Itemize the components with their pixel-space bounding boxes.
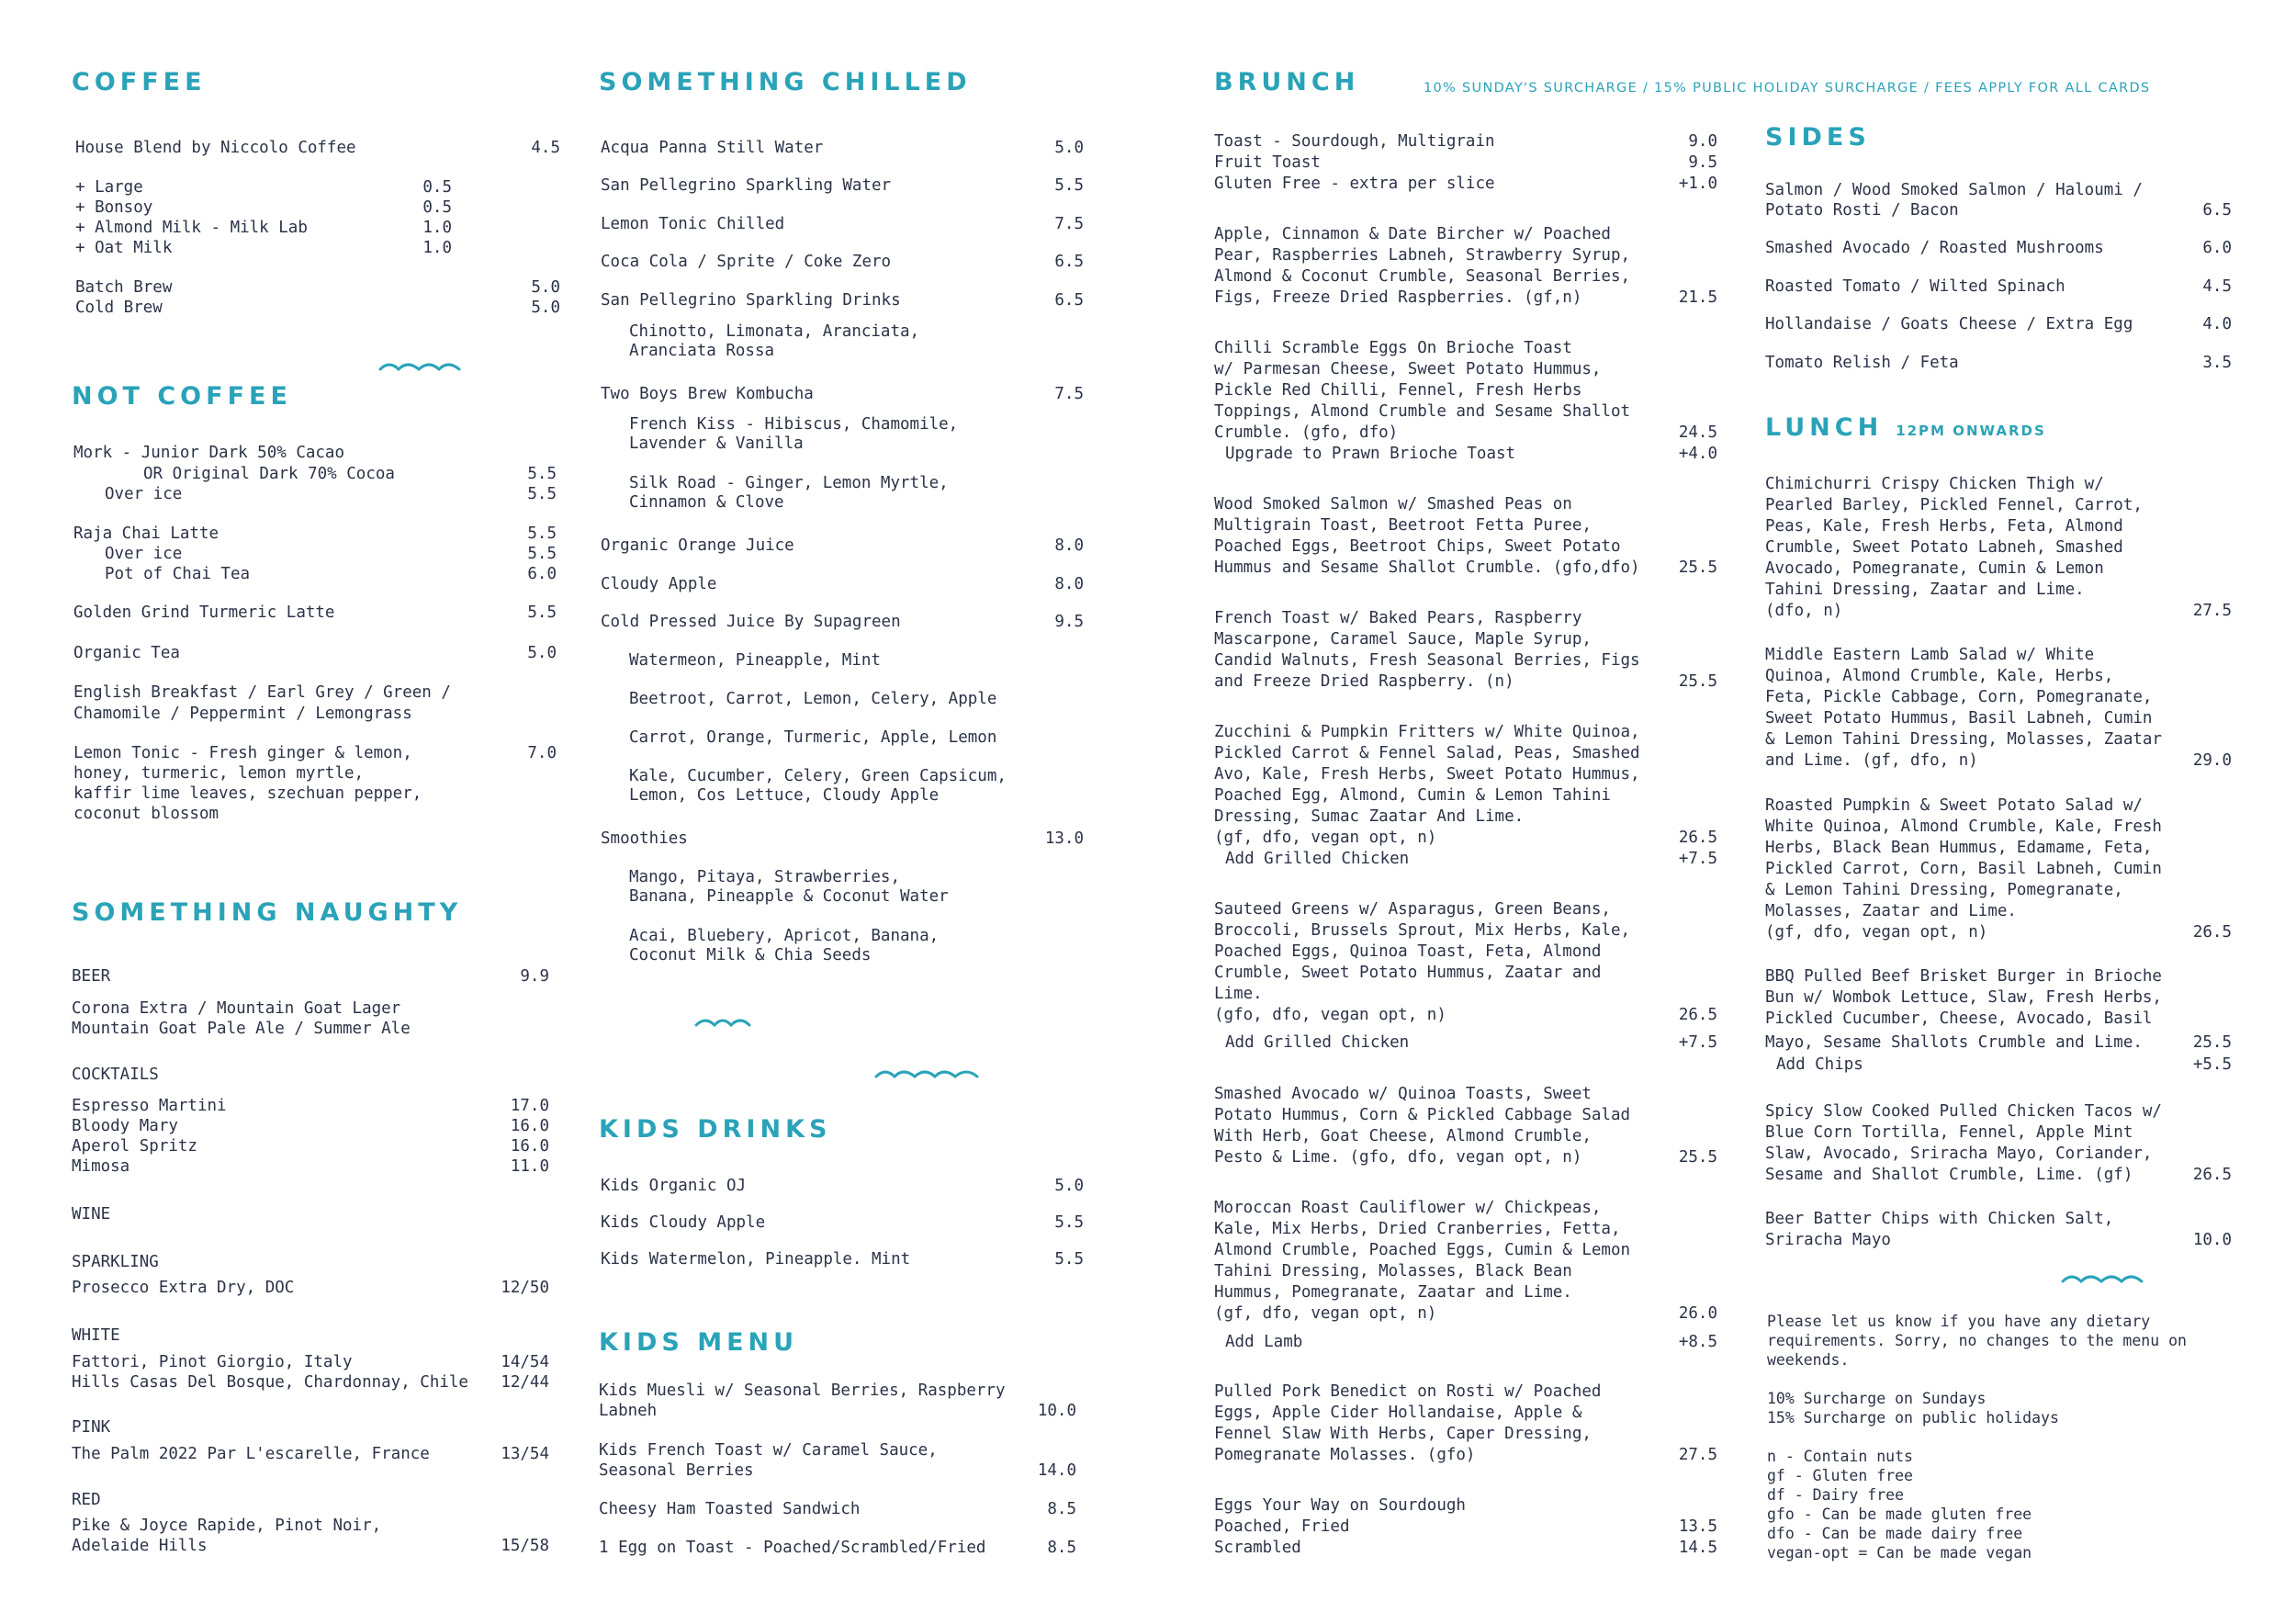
menu-item: Two Boys Brew Kombucha 7.5 — [601, 385, 1084, 403]
section-label: WINE — [72, 1205, 111, 1224]
something-naughty-heading: SOMETHING NAUGHTY — [72, 898, 463, 927]
menu-item-line: Chamomile / Peppermint / Lemongrass — [73, 705, 412, 723]
menu-item-line: Sauteed Greens w/ Asparagus, Green Beans, — [1214, 900, 1611, 919]
menu-item-line: Herbs, Black Bean Hummus, Edamame, Feta, — [1765, 839, 2153, 857]
menu-item-line: Dressing, Sumac Zaatar And Lime. — [1214, 807, 1525, 826]
section-label: WHITE — [72, 1326, 120, 1345]
addon-item: + Large 0.5 — [75, 178, 452, 197]
menu-item-line: With Herb, Goat Cheese, Almond Crumble, — [1214, 1127, 1592, 1145]
menu-item: Lemon Tonic Chilled 7.5 — [601, 215, 1084, 233]
menu-item-line: Zucchini & Pumpkin Fritters w/ White Quinoa, — [1214, 723, 1640, 741]
menu-item: Tomato Relish / Feta 3.5 — [1765, 354, 2232, 372]
menu-item: Hollandaise / Goats Cheese / Extra Egg 4.0 — [1765, 315, 2232, 333]
menu-item-line: Poached Eggs, Beetroot Chips, Sweet Potato — [1214, 537, 1621, 556]
menu-item-line: coconut blossom — [73, 805, 219, 823]
menu-item-line: Spicy Slow Cooked Pulled Chicken Tacos w/ — [1765, 1102, 2162, 1121]
menu-item-line: Aranciata Rossa — [629, 342, 775, 360]
menu-item: Pesto & Lime. (gfo, dfo, vegan opt, n) 25.5 — [1214, 1148, 1717, 1167]
menu-item-line: Apple, Cinnamon & Date Bircher w/ Poached — [1214, 225, 1611, 243]
menu-item-line: Kale, Cucumber, Celery, Green Capsicum, — [629, 767, 1007, 785]
menu-item: Seasonal Berries 14.0 — [599, 1461, 1076, 1480]
menu-item-line: Pike & Joyce Rapide, Pinot Noir, — [72, 1517, 382, 1535]
legend-line: gfo - Can be made gluten free — [1767, 1506, 2032, 1523]
menu-item-line: Peas, Kale, Fresh Herbs, Feta, Almond — [1765, 517, 2123, 536]
menu-item-line: Banana, Pineapple & Coconut Water — [629, 887, 949, 906]
menu-item-line: Mork - Junior Dark 50% Cacao — [73, 444, 345, 462]
addon-item: Upgrade to Prawn Brioche Toast +4.0 — [1225, 445, 1717, 463]
dietary-note-line: requirements. Sorry, no changes to the menu on — [1767, 1332, 2187, 1349]
menu-item: Labneh 10.0 — [599, 1402, 1076, 1420]
menu-item: Batch Brew 5.0 — [75, 278, 560, 297]
menu-item-line: Sweet Potato Hummus, Basil Labneh, Cumin — [1765, 709, 2153, 727]
menu-item-line: Moroccan Roast Cauliflower w/ Chickpeas, — [1214, 1199, 1602, 1217]
menu-item-line: Smashed Avocado w/ Quinoa Toasts, Sweet — [1214, 1085, 1592, 1103]
menu-item: Raja Chai Latte 5.5 — [73, 524, 557, 543]
menu-item: Aperol Spritz 16.0 — [72, 1137, 549, 1156]
menu-item-line: BBQ Pulled Beef Brisket Burger in Brioche — [1765, 967, 2162, 986]
addon-item: Add Chips +5.5 — [1776, 1055, 2232, 1074]
menu-item-line: Silk Road - Ginger, Lemon Myrtle, — [629, 474, 949, 492]
addon-item: + Almond Milk - Milk Lab 1.0 — [75, 219, 452, 237]
section-label: COCKTAILS — [72, 1066, 159, 1084]
menu-item-line: Pearled Barley, Pickled Fennel, Carrot, — [1765, 496, 2143, 514]
menu-item: House Blend by Niccolo Coffee 4.5 — [75, 139, 560, 157]
menu-item: Toast - Sourdough, Multigrain 9.0 — [1214, 132, 1717, 151]
menu-item-line: Pickled Carrot, Corn, Basil Labneh, Cumin — [1765, 860, 2162, 878]
menu-item-line: Avocado, Pomegranate, Cumin & Lemon — [1765, 559, 2104, 578]
menu-item-line: Hummus, Pomegranate, Zaatar and Lime. — [1214, 1283, 1572, 1302]
surcharge-note-line: 15% Surcharge on public holidays — [1767, 1409, 2059, 1427]
menu-item: Pomegranate Molasses. (gfo) 27.5 — [1214, 1446, 1717, 1464]
menu-item-line: Kids French Toast w/ Caramel Sauce, — [599, 1441, 938, 1460]
menu-item-line: French Toast w/ Baked Pears, Raspberry — [1214, 609, 1582, 627]
menu-item: Adelaide Hills 15/58 — [72, 1537, 549, 1555]
legend-line: gf - Gluten free — [1767, 1467, 1913, 1484]
menu-item: Espresso Martini 17.0 — [72, 1097, 549, 1115]
brunch-heading: BRUNCH — [1214, 68, 1360, 96]
menu-item: Mimosa 11.0 — [72, 1157, 549, 1176]
menu-item-line: Mango, Pitaya, Strawberries, — [629, 868, 901, 886]
dietary-note-line: Please let us know if you have any dietary — [1767, 1313, 2151, 1330]
dietary-note-line: weekends. — [1767, 1351, 1850, 1369]
menu-item-line: w/ Parmesan Cheese, Sweet Potato Hummus, — [1214, 360, 1602, 378]
menu-item: Organic Orange Juice 8.0 — [601, 536, 1084, 555]
menu-item-line: Lemon, Cos Lettuce, Cloudy Apple — [629, 786, 940, 805]
addon-item: Add Grilled Chicken +7.5 — [1225, 1033, 1717, 1052]
menu-item-line: Salmon / Wood Smoked Salmon / Haloumi / — [1765, 181, 2143, 199]
menu-item: OR Original Dark 70% Cocoa 5.5 — [143, 465, 557, 483]
menu-item-line: Kale, Mix Herbs, Dried Cranberries, Fetta, — [1214, 1220, 1621, 1238]
menu-item-line: Pickle Red Chilli, Fennel, Fresh Herbs — [1214, 381, 1582, 400]
menu-item: Bloody Mary 16.0 — [72, 1117, 549, 1135]
menu-item: The Palm 2022 Par L'escarelle, France 13/54 — [72, 1445, 549, 1463]
menu-item-line: Mountain Goat Pale Ale / Summer Ale — [72, 1020, 411, 1038]
legend-line: df - Dairy free — [1767, 1486, 1905, 1504]
menu-item: Coca Cola / Sprite / Coke Zero 6.5 — [601, 253, 1084, 271]
menu-item: Over ice 5.5 — [105, 485, 557, 503]
menu-item: Mayo, Sesame Shallots Crumble and Lime. 25.5 — [1765, 1033, 2232, 1052]
addon-item: + Bonsoy 0.5 — [75, 198, 452, 217]
menu-item: Smoothies 13.0 — [601, 829, 1084, 848]
menu-item-line: Acai, Bluebery, Apricot, Banana, — [629, 927, 940, 945]
menu-item: Kids Organic OJ 5.0 — [601, 1177, 1084, 1195]
menu-item-line: Slaw, Avocado, Sriracha Mayo, Coriander, — [1765, 1145, 2153, 1163]
menu-item: Golden Grind Turmeric Latte 5.5 — [73, 603, 557, 622]
menu-item-line: Poached Egg, Almond, Cumin & Lemon Tahini — [1214, 786, 1611, 805]
menu-item: Gluten Free - extra per slice +1.0 — [1214, 175, 1717, 193]
menu-item: Scrambled 14.5 — [1214, 1539, 1717, 1557]
addon-item: Add Grilled Chicken +7.5 — [1225, 850, 1717, 868]
menu-item-line: Chinotto, Limonata, Aranciata, — [629, 322, 920, 341]
menu-item-line: Poached Eggs, Quinoa Toast, Feta, Almond — [1214, 942, 1602, 961]
menu-item-line: Tahini Dressing, Molasses, Black Bean — [1214, 1262, 1572, 1280]
menu-item-line: Chimichurri Crispy Chicken Thigh w/ — [1765, 475, 2104, 493]
menu-item-line: Mascarpone, Caramel Sauce, Maple Syrup, — [1214, 630, 1592, 648]
menu-item-line: Lime. — [1214, 985, 1263, 1003]
menu-item: Hummus and Sesame Shallot Crumble. (gfo,dfo) 25.5 — [1214, 558, 1717, 577]
kids-drinks-heading: KIDS DRINKS — [599, 1115, 832, 1144]
menu-item: (gf, dfo, vegan opt, n) 26.5 — [1765, 923, 2232, 942]
menu-item: Cheesy Ham Toasted Sandwich 8.5 — [599, 1500, 1076, 1518]
menu-item-line: Pickled Cucumber, Cheese, Avocado, Basil — [1765, 1009, 2153, 1028]
menu-item-line: White Quinoa, Almond Crumble, Kale, Fresh — [1765, 818, 2162, 836]
coffee-heading: COFFEE — [72, 68, 207, 96]
menu-item: (gfo, dfo, vegan opt, n) 26.5 — [1214, 1006, 1717, 1024]
legend-line: vegan-opt = Can be made vegan — [1767, 1544, 2032, 1562]
menu-item-line: Bun w/ Wombok Lettuce, Slaw, Fresh Herbs, — [1765, 988, 2162, 1007]
menu-item-line: Multigrain Toast, Beetroot Fetta Puree, — [1214, 516, 1592, 535]
menu-item: Organic Tea 5.0 — [73, 644, 557, 662]
menu-item: Cold Brew 5.0 — [75, 299, 560, 317]
menu-item-line: Almond Crumble, Poached Eggs, Cumin & Lemon — [1214, 1241, 1631, 1259]
menu-item: Acqua Panna Still Water 5.0 — [601, 139, 1084, 157]
menu-item: Prosecco Extra Dry, DOC 12/50 — [72, 1279, 549, 1297]
menu-item: Over ice 5.5 — [105, 545, 557, 563]
menu-item: Hills Casas Del Bosque, Chardonnay, Chile 12/44 — [72, 1373, 549, 1392]
menu-item-line: Middle Eastern Lamb Salad w/ White — [1765, 646, 2095, 664]
menu-item-line: Pickled Carrot & Fennel Salad, Peas, Smashed — [1214, 744, 1640, 762]
menu-item: and Freeze Dried Raspberry. (n) 25.5 — [1214, 672, 1717, 691]
menu-item: Crumble. (gfo, dfo) 24.5 — [1214, 423, 1717, 442]
menu-item-line: Avo, Kale, Fresh Herbs, Sweet Potato Hummus, — [1214, 765, 1640, 784]
menu-item: 1 Egg on Toast - Poached/Scrambled/Fried 8.5 — [599, 1539, 1076, 1557]
menu-item: (dfo, n) 27.5 — [1765, 602, 2232, 620]
menu-item: (gf, dfo, vegan opt, n) 26.0 — [1214, 1304, 1717, 1323]
addon-item: Add Lamb +8.5 — [1225, 1333, 1717, 1351]
sides-heading: SIDES — [1765, 123, 1871, 152]
menu-item-line: Blue Corn Tortilla, Fennel, Apple Mint — [1765, 1123, 2133, 1142]
menu-item: San Pellegrino Sparkling Drinks 6.5 — [601, 291, 1084, 310]
lunch-heading — [1765, 413, 2046, 442]
menu-item: Pot of Chai Tea 6.0 — [105, 565, 557, 583]
menu-item-line: Beer Batter Chips with Chicken Salt, — [1765, 1210, 2114, 1228]
surcharge-note-line: 10% Surcharge on Sundays — [1767, 1390, 1986, 1407]
menu-item: San Pellegrino Sparkling Water 5.5 — [601, 176, 1084, 195]
menu-item-line: Candid Walnuts, Fresh Seasonal Berries, Figs — [1214, 651, 1640, 670]
menu-item: Roasted Tomato / Wilted Spinach 4.5 — [1765, 277, 2232, 296]
menu-item-line: Kids Muesli w/ Seasonal Berries, Raspberry — [599, 1382, 1006, 1400]
menu-item-line: French Kiss - Hibiscus, Chamomile, — [629, 415, 959, 434]
menu-item: Kids Watermelon, Pineapple. Mint 5.5 — [601, 1250, 1084, 1269]
menu-item: Sesame and Shallot Crumble, Lime. (gf) 26.5 — [1765, 1166, 2232, 1184]
wave-divider-icon — [2061, 1270, 2144, 1289]
addon-item: + Oat Milk 1.0 — [75, 239, 452, 257]
menu-item-line: English Breakfast / Earl Grey / Green / — [73, 683, 451, 702]
kids-menu-heading: KIDS MENU — [599, 1328, 799, 1357]
menu-item-line: Chilli Scramble Eggs On Brioche Toast — [1214, 339, 1572, 357]
menu-item-line: Watermeon, Pineapple, Mint — [629, 651, 881, 670]
menu-item-line: Quinoa, Almond Crumble, Kale, Herbs, — [1765, 667, 2114, 685]
surcharge-notice: 10% SUNDAY'S SURCHARGE / 15% PUBLIC HOLIDAY SURCHARGE / FEES APPLY FOR ALL CARDS — [1424, 81, 2151, 96]
menu-item-line: honey, turmeric, lemon myrtle, — [73, 764, 365, 783]
menu-item-line: Coconut Milk & Chia Seeds — [629, 946, 872, 964]
menu-item-line: Pear, Raspberries Labneh, Strawberry Syrup, — [1214, 246, 1631, 265]
menu-item: Figs, Freeze Dried Raspberries. (gf,n) 21.5 — [1214, 288, 1717, 307]
menu-item-line: Almond & Coconut Crumble, Seasonal Berries, — [1214, 267, 1631, 286]
menu-item: (gf, dfo, vegan opt, n) 26.5 — [1214, 829, 1717, 847]
wave-divider-icon — [694, 1014, 751, 1032]
menu-item-line: Tahini Dressing, Zaatar and Lime. — [1765, 581, 2085, 599]
menu-item-line: Crumble, Sweet Potato Hummus, Zaatar and — [1214, 964, 1602, 982]
section-label: PINK — [72, 1418, 111, 1437]
legend-line: n - Contain nuts — [1767, 1448, 1913, 1465]
menu-item-line: Carrot, Orange, Turmeric, Apple, Lemon — [629, 728, 997, 747]
menu-item-line: Eggs, Apple Cider Hollandaise, Apple & — [1214, 1404, 1582, 1422]
menu-item-line: Beetroot, Carrot, Lemon, Celery, Apple — [629, 690, 997, 708]
section-label: SPARKLING — [72, 1253, 159, 1271]
menu-item: Cloudy Apple 8.0 — [601, 575, 1084, 593]
lunch-title: LUNCH — [1765, 413, 1884, 442]
menu-item-line: kaffir lime leaves, szechuan pepper, — [73, 784, 422, 803]
menu-item-line: Roasted Pumpkin & Sweet Potato Salad w/ — [1765, 796, 2143, 815]
menu-item-line: Crumble, Sweet Potato Labneh, Smashed — [1765, 538, 2123, 557]
menu-item-line: Cinnamon & Clove — [629, 493, 784, 512]
menu-item: Fruit Toast 9.5 — [1214, 153, 1717, 172]
menu-item: Cold Pressed Juice By Supagreen 9.5 — [601, 613, 1084, 631]
menu-item-line: Eggs Your Way on Sourdough — [1214, 1496, 1466, 1515]
legend-line: dfo - Can be made dairy free — [1767, 1525, 2023, 1542]
menu-item-line: Potato Hummus, Corn & Pickled Cabbage Salad — [1214, 1106, 1631, 1124]
menu-item: Smashed Avocado / Roasted Mushrooms 6.0 — [1765, 239, 2232, 257]
lunch-subtitle: 12PM ONWARDS — [1896, 423, 2046, 439]
not-coffee-heading: NOT COFFEE — [72, 382, 292, 411]
menu-item: Fattori, Pinot Giorgio, Italy 14/54 — [72, 1353, 549, 1371]
menu-item-line: Fennel Slaw With Herbs, Caper Dressing, — [1214, 1425, 1592, 1443]
menu-item: Sriracha Mayo 10.0 — [1765, 1231, 2232, 1249]
menu-item: and Lime. (gf, dfo, n) 29.0 — [1765, 751, 2232, 770]
something-chilled-heading: SOMETHING CHILLED — [599, 68, 972, 96]
wave-divider-icon — [378, 358, 461, 377]
menu-item-line: Broccoli, Brussels Sprout, Mix Herbs, Kale, — [1214, 921, 1631, 940]
menu-item-line: Wood Smoked Salmon w/ Smashed Peas on — [1214, 495, 1572, 513]
menu-item-line: Molasses, Zaatar and Lime. — [1765, 902, 2017, 920]
menu-item-line: Corona Extra / Mountain Goat Lager — [72, 999, 401, 1018]
menu-item-line: Lavender & Vanilla — [629, 434, 804, 453]
menu-item: Lemon Tonic - Fresh ginger & lemon, 7.0 — [73, 744, 557, 762]
menu-item: Kids Cloudy Apple 5.5 — [601, 1213, 1084, 1232]
menu-item-line: Feta, Pickle Cabbage, Corn, Pomegranate, — [1765, 688, 2153, 706]
menu-item: Potato Rosti / Bacon 6.5 — [1765, 201, 2232, 220]
section-label: RED — [72, 1491, 101, 1509]
menu-item-line: Toppings, Almond Crumble and Sesame Shallot — [1214, 402, 1631, 421]
wave-divider-icon — [874, 1066, 981, 1084]
section-label: BEER 9.9 — [72, 967, 549, 986]
menu-item-line: Pulled Pork Benedict on Rosti w/ Poached — [1214, 1382, 1602, 1401]
menu-item-line: & Lemon Tahini Dressing, Pomegranate, — [1765, 881, 2123, 899]
menu-item-line: & Lemon Tahini Dressing, Molasses, Zaatar — [1765, 730, 2162, 749]
menu-item: Poached, Fried 13.5 — [1214, 1517, 1717, 1536]
